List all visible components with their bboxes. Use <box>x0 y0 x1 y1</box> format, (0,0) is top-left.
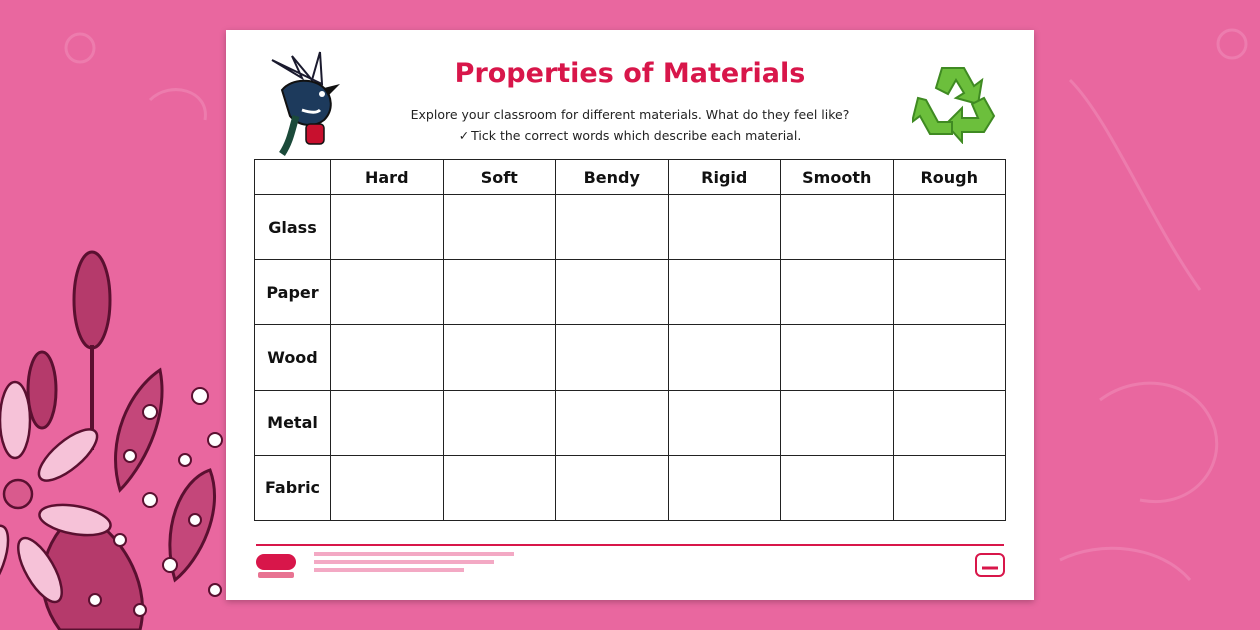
tick-cell[interactable] <box>668 195 781 260</box>
tick-cell[interactable] <box>556 195 669 260</box>
tick-cell[interactable] <box>556 325 669 390</box>
table-row <box>255 195 1006 260</box>
footer-line-3 <box>314 568 464 572</box>
row-header: Glass <box>255 195 331 260</box>
tick-cell[interactable] <box>443 390 556 455</box>
twinkl-originals-logo <box>254 552 300 582</box>
footer-line-2 <box>314 560 494 564</box>
tick-cell[interactable] <box>443 260 556 325</box>
tick-cell[interactable] <box>781 325 894 390</box>
instruction-line-2-text: Tick the correct words which describe each material. <box>471 128 802 143</box>
tick-cell[interactable] <box>331 390 444 455</box>
column-header: Bendy <box>556 160 669 195</box>
instruction-line-1: Explore your classroom for different materials. What do they feel like? <box>410 107 850 122</box>
tick-cell[interactable] <box>443 455 556 520</box>
twinkl-badge-icon <box>974 552 1006 580</box>
table-row <box>255 325 1006 390</box>
materials-table <box>254 159 1006 521</box>
tick-cell[interactable] <box>556 455 669 520</box>
tick-cell[interactable] <box>331 325 444 390</box>
header-corner-cell <box>255 160 331 195</box>
tick-cell[interactable] <box>331 455 444 520</box>
tick-cell[interactable] <box>781 455 894 520</box>
tick-cell[interactable] <box>893 260 1006 325</box>
tick-cell[interactable] <box>781 195 894 260</box>
table-row <box>255 455 1006 520</box>
worksheet-title: Properties of Materials <box>454 58 806 89</box>
tick-cell[interactable] <box>668 260 781 325</box>
tick-cell[interactable] <box>668 455 781 520</box>
row-header: Fabric <box>255 455 331 520</box>
footer-line-1 <box>314 552 514 556</box>
tick-cell[interactable] <box>781 390 894 455</box>
table-row <box>255 260 1006 325</box>
tick-cell[interactable] <box>331 260 444 325</box>
tick-cell[interactable] <box>893 455 1006 520</box>
tick-cell[interactable] <box>331 195 444 260</box>
tick-cell[interactable] <box>781 260 894 325</box>
tick-cell[interactable] <box>893 325 1006 390</box>
row-header: Metal <box>255 390 331 455</box>
footer-text <box>314 550 574 572</box>
column-header: Rough <box>893 160 1006 195</box>
row-header: Wood <box>255 325 331 390</box>
tick-cell[interactable] <box>668 325 781 390</box>
column-header: Smooth <box>781 160 894 195</box>
column-header: Soft <box>443 160 556 195</box>
table-header-row <box>255 160 1006 195</box>
recycle-icon <box>912 60 1002 144</box>
worksheet <box>226 30 1034 600</box>
tick-cell[interactable] <box>556 390 669 455</box>
instruction-line-2 <box>346 128 914 143</box>
tick-cell[interactable] <box>668 390 781 455</box>
tick-mark-icon: ✓ <box>458 128 470 143</box>
flower-cluster <box>0 252 222 630</box>
tick-cell[interactable] <box>556 260 669 325</box>
footer-divider <box>256 544 1004 546</box>
tick-cell[interactable] <box>893 390 1006 455</box>
tick-cell[interactable] <box>443 325 556 390</box>
table-row <box>255 390 1006 455</box>
tick-cell[interactable] <box>893 195 1006 260</box>
row-header: Paper <box>255 260 331 325</box>
column-header: Rigid <box>668 160 781 195</box>
tick-cell[interactable] <box>443 195 556 260</box>
column-header: Hard <box>331 160 444 195</box>
